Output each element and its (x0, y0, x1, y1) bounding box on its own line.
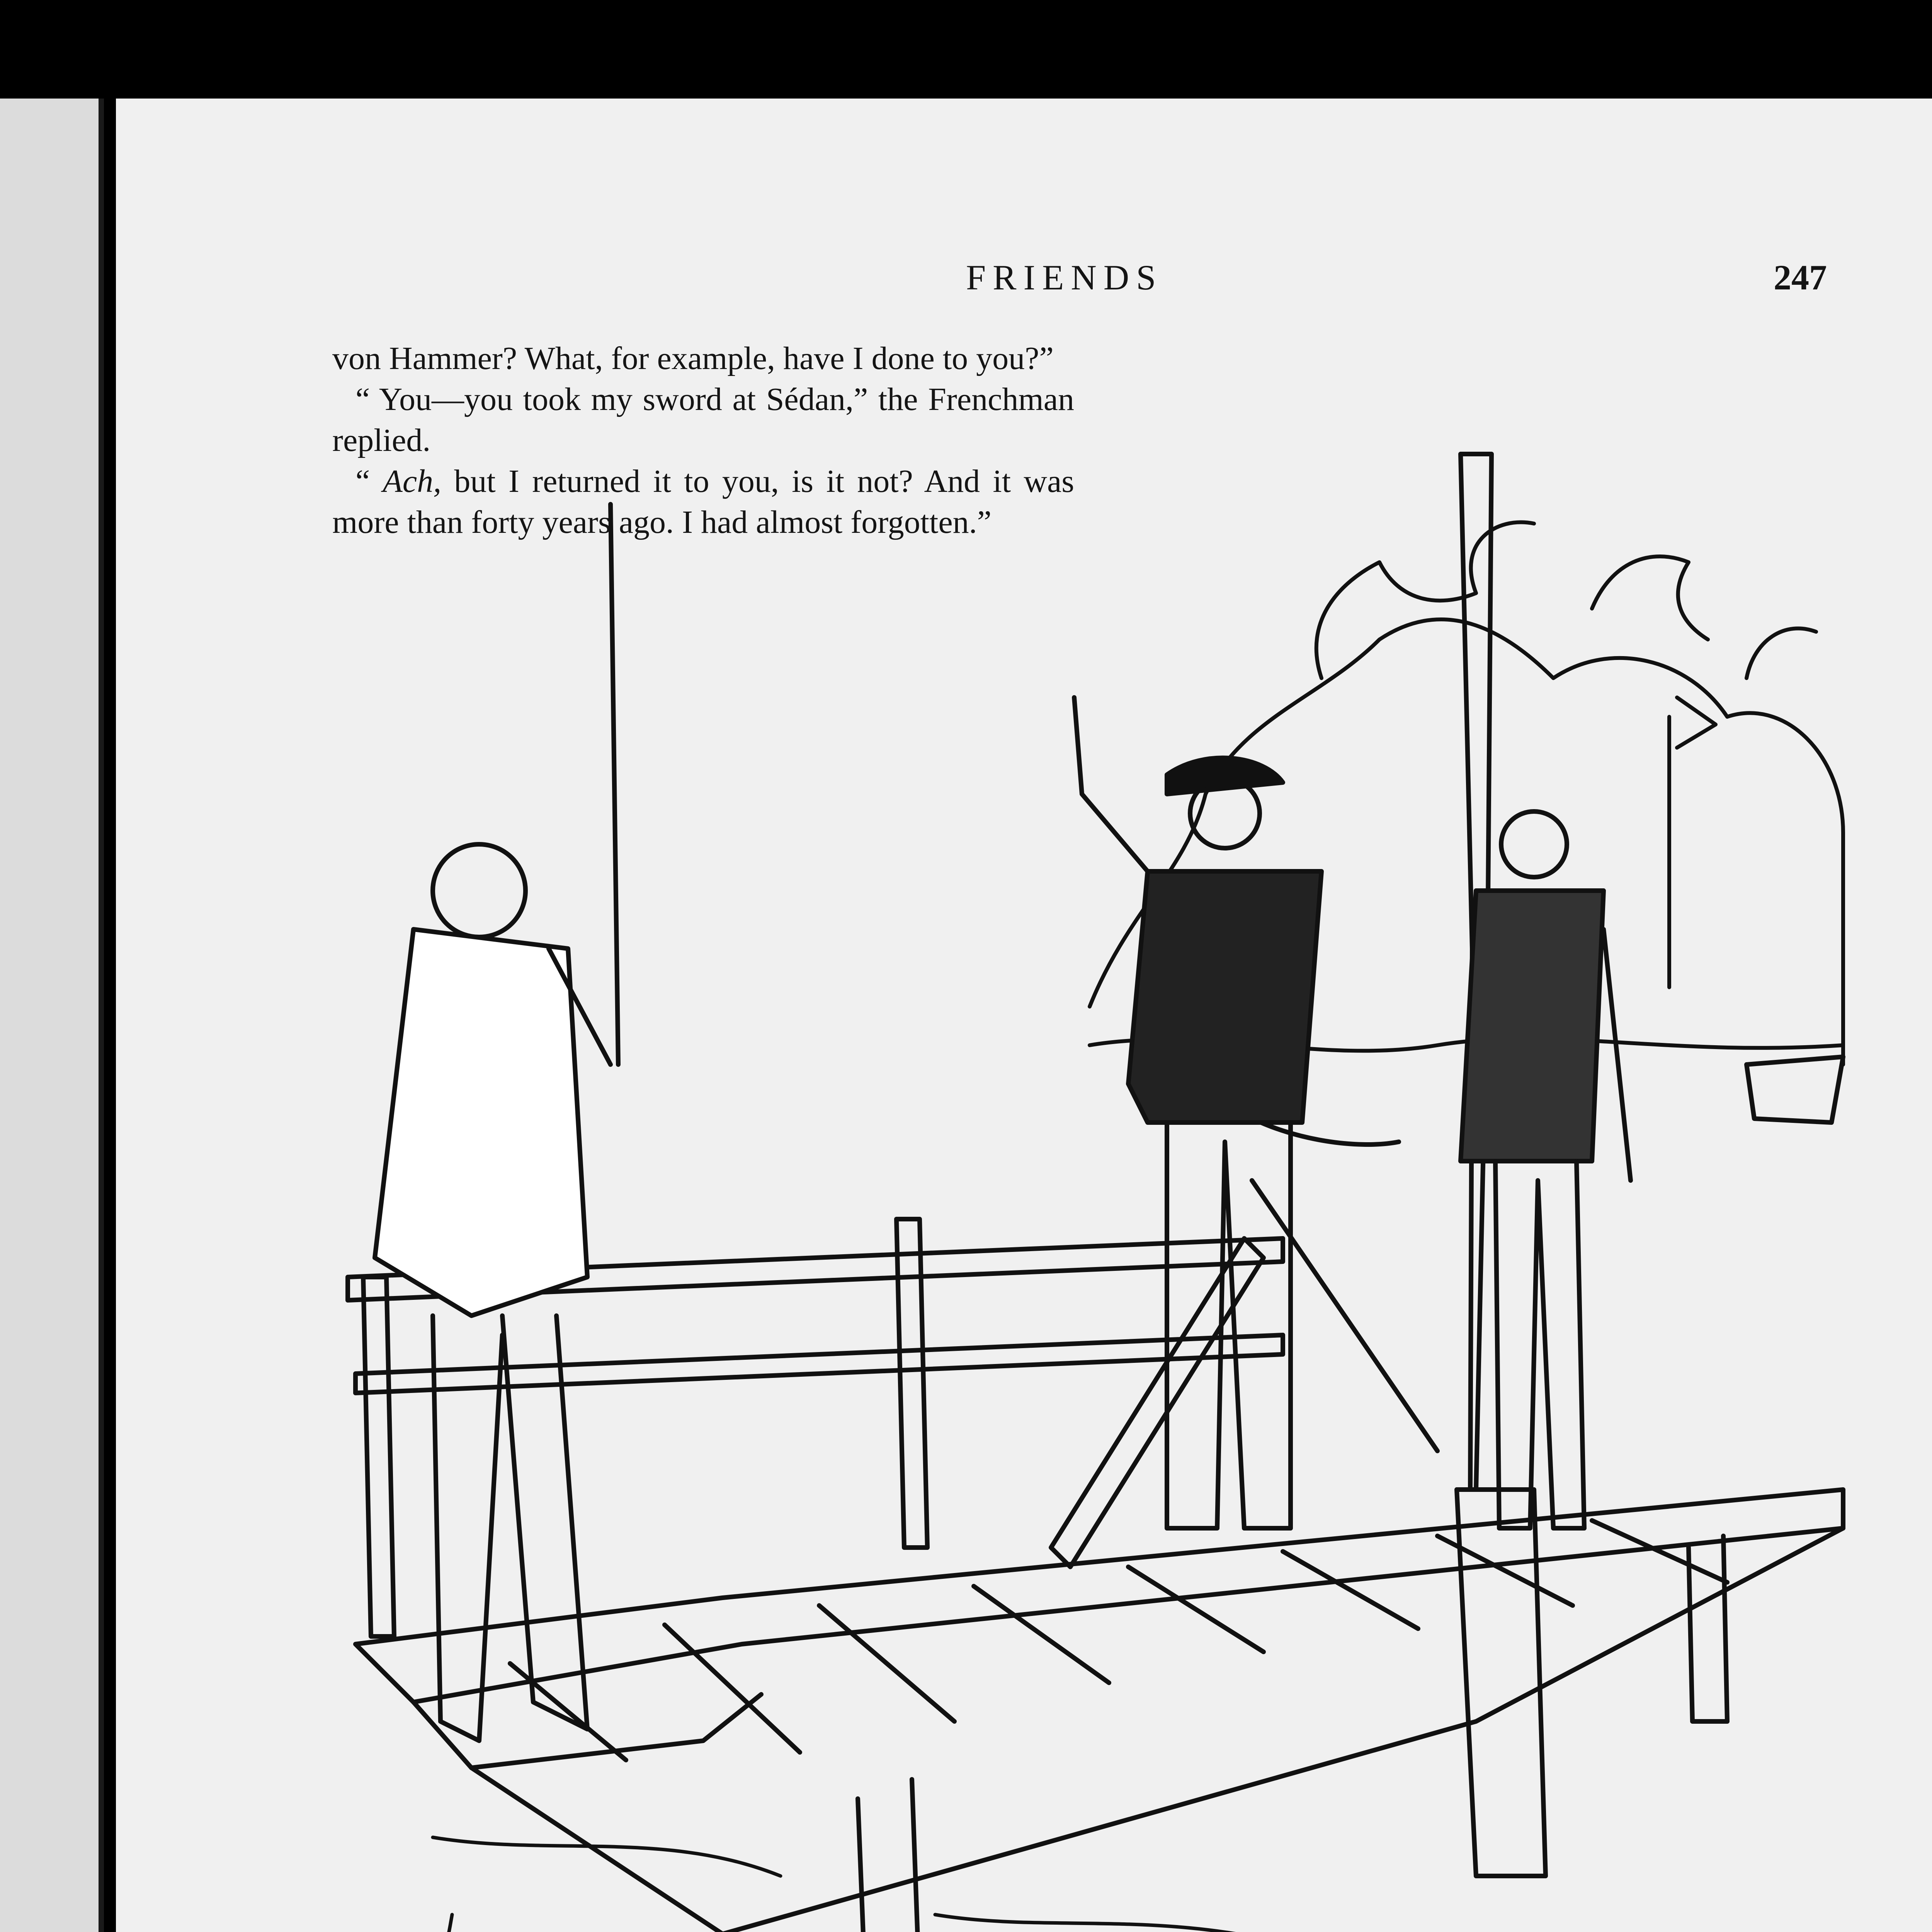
paragraph: “ You—you took my sword at Sédan,” the Frenchman replied. (332, 381, 1074, 458)
figure-von-hammer (375, 504, 618, 1741)
paragraph: “ Ach, but I returned it to you, is it not? And it was more than forty years ago. I had almost forgotten.” (332, 463, 1074, 540)
figure-servant (1461, 811, 1631, 1528)
italic-word: Ach, (383, 463, 442, 499)
page-number: 247 (1774, 258, 1827, 297)
dock-planks (355, 1490, 1843, 1932)
dock-post (1457, 1490, 1546, 1876)
book-page (116, 99, 1932, 1932)
running-head: FRIENDS (966, 258, 1163, 297)
left-page-edge (0, 99, 104, 1932)
rowboat-right (1747, 1057, 1843, 1122)
figure-de-tonnere (1074, 697, 1437, 1528)
paragraph-rest: but I returned it to you, is it not? And it was more than forty years ago. I had almost forgotten.” (332, 463, 1074, 540)
reeds (355, 1915, 626, 1932)
illustration-dock-scene (317, 446, 1870, 1932)
paragraph: von Hammer? What, for example, have I done to you?” (332, 340, 1054, 376)
